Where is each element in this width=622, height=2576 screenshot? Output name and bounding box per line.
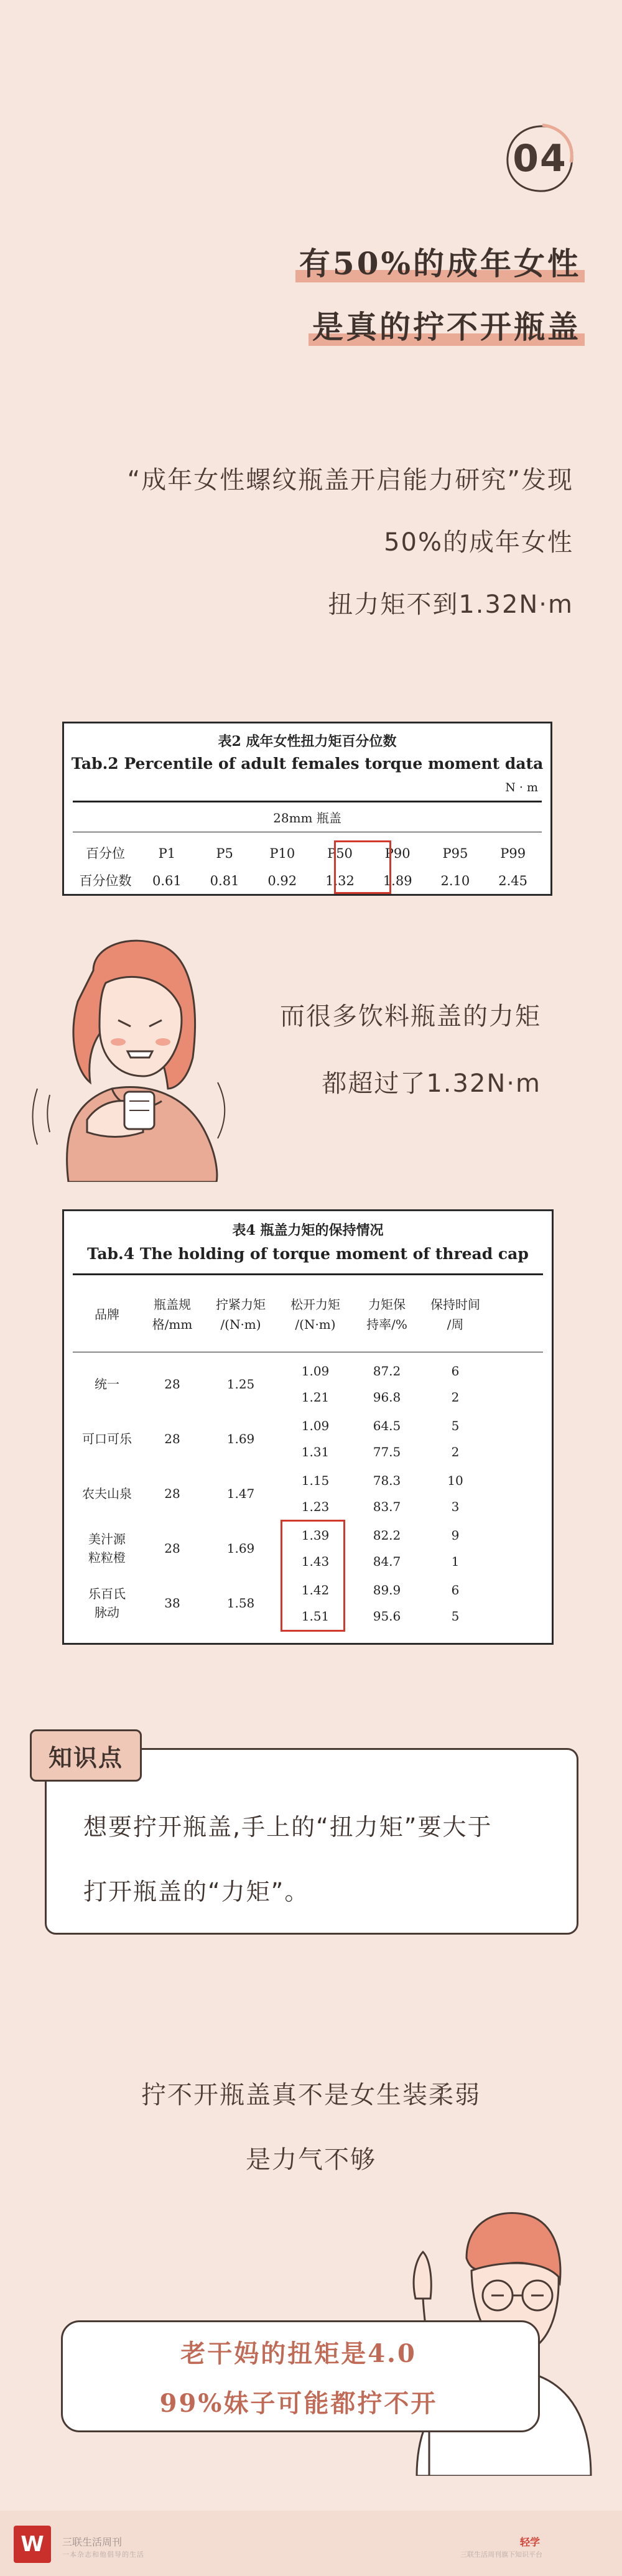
table2-header-cell: 瓶盖规 格/mm: [152, 1297, 193, 1332]
rate-cell: 87.2 96.8: [373, 1364, 401, 1405]
table-rule: [73, 1273, 543, 1275]
headline-line-2: 是真的拧不开瓶盖: [309, 302, 585, 347]
table1-caption-cn: 表2 成年女性扭力矩百分位数: [218, 733, 397, 750]
tight-torque-cell: 1.47: [226, 1486, 255, 1501]
torque-holding-table: [62, 1209, 554, 1645]
loose-torque-cell: 1.09 1.21: [301, 1364, 330, 1405]
intro-line-3: 扭力矩不到1.32N·m: [328, 590, 573, 619]
intro-line-1: “成年女性螺纹瓶盖开启能力研究”发现: [127, 466, 573, 495]
table1-header-cell: P1: [158, 846, 176, 861]
weeks-cell: 10 3: [447, 1473, 463, 1514]
section-number: 04: [513, 137, 567, 180]
table-row: [73, 1467, 543, 1520]
weeks-cell: 9 1: [451, 1528, 460, 1569]
spec-cell: 38: [164, 1596, 180, 1611]
knowledge-line-1: 想要拧开瓶盖,手上的“扭力矩”要大于: [83, 1813, 493, 1841]
tight-torque-cell: 1.69: [226, 1541, 255, 1556]
table2-caption-cn: 表4 瓶盖力矩的保持情况: [232, 1222, 384, 1239]
weeks-cell: 5 2: [451, 1418, 460, 1459]
brand-cell: 可口可乐: [82, 1431, 132, 1446]
table1-header-cell: P95: [442, 846, 468, 861]
brand-cell: 农夫山泉: [82, 1486, 132, 1501]
loose-torque-highlight-box: [281, 1520, 345, 1632]
tight-torque-cell: 1.25: [226, 1377, 255, 1392]
table2-header-cell: 品牌: [95, 1307, 119, 1322]
rate-cell: 89.9 95.6: [373, 1583, 401, 1624]
table1-cell: 0.61: [152, 873, 182, 888]
weeks-cell: 6 2: [451, 1364, 460, 1405]
table2-caption-en: Tab.4 The holding of torque moment of thread cap: [87, 1245, 529, 1263]
table1-unit: N · m: [505, 781, 538, 794]
rate-cell: 64.5 77.5: [373, 1418, 401, 1459]
brand-cell: 美汁源 粒粒橙: [88, 1532, 126, 1565]
footer-brand: 三联生活周刊: [62, 2536, 123, 2548]
table1-group-label: 28mm 瓶盖: [273, 811, 341, 825]
knowledge-line-2: 打开瓶盖的“力矩”。: [83, 1878, 310, 1905]
brand-cell: 乐百氏 脉动: [88, 1586, 126, 1620]
table1-header-cell: P90: [384, 846, 411, 861]
spec-cell: 28: [164, 1486, 180, 1501]
spec-cell: 28: [164, 1431, 180, 1446]
rate-cell: 82.2 84.7: [373, 1528, 401, 1569]
knowledge-tag: 知识点: [30, 1729, 142, 1782]
tight-torque-cell: 1.58: [226, 1596, 255, 1611]
spec-cell: 28: [164, 1377, 180, 1392]
table1-caption-en: Tab.2 Percentile of adult females torque moment data: [71, 755, 544, 773]
table1-header-cell: P10: [269, 846, 295, 861]
table1-header-cell: P99: [500, 846, 526, 861]
table1-grid: [73, 840, 542, 895]
table1-cell: 百分位数: [79, 873, 132, 888]
loose-torque-cell: 1.39 1.43: [301, 1528, 330, 1569]
table-rule: [73, 801, 542, 802]
weeks-cell: 6 5: [451, 1583, 460, 1624]
closing-line-1: 拧不开瓶盖真不是女生装柔弱: [141, 2081, 481, 2109]
bubble-line-2: 99%妹子可能都拧不开: [159, 2389, 438, 2418]
middle-line-2: 都超过了1.32N·m: [322, 1069, 541, 1098]
middle-line-1: 而很多饮料瓶盖的力矩: [280, 1002, 541, 1031]
loose-torque-cell: 1.09 1.31: [301, 1418, 330, 1459]
footer-right-sub: 三联生活周刊旗下知识平台: [460, 2550, 542, 2559]
intro-line-2: 50%的成年女性: [384, 528, 573, 557]
table2-header-cell: 松开力矩 /(N·m): [290, 1297, 340, 1332]
loose-torque-cell: 1.42 1.51: [301, 1583, 330, 1624]
table1-cell: 1.89: [383, 873, 412, 888]
rate-cell: 78.3 83.7: [373, 1473, 401, 1514]
table2-header-cell: 保持时间 /周: [430, 1297, 480, 1332]
table1-cell: 0.81: [210, 873, 239, 888]
closing-line-2: 是力气不够: [246, 2146, 376, 2174]
table1-header-cell: P5: [216, 846, 233, 861]
table-row: [73, 1413, 543, 1465]
table2-header-cell: 力矩保 持率/%: [366, 1297, 407, 1332]
bubble-line-1: 老干妈的扭矩是4.0: [180, 2339, 417, 2368]
tight-torque-cell: 1.69: [226, 1431, 255, 1446]
p50-highlight-box: [334, 840, 391, 894]
table2-header-cell: 拧紧力矩 /(N·m): [216, 1297, 266, 1332]
table1-header-cell: P50: [327, 846, 353, 861]
spec-cell: 28: [164, 1541, 180, 1556]
table2-header: [73, 1277, 543, 1352]
table1-header-cell: 百分位: [86, 846, 125, 861]
brand-logo: W: [14, 2526, 51, 2563]
loose-torque-cell: 1.15 1.23: [301, 1473, 330, 1514]
table1-cell: 2.45: [498, 873, 528, 888]
table1-cell: 0.92: [267, 873, 297, 888]
table-row: [73, 1358, 543, 1410]
brand-cell: 统一: [95, 1377, 119, 1392]
struggling-woman-illustration: [19, 933, 243, 1182]
footer-right-brand: 轻学: [520, 2536, 541, 2548]
headline-line-1: 有50%的成年女性: [295, 239, 585, 284]
footer-brand-sub: 一本杂志和他倡导的生活: [62, 2550, 144, 2559]
table1-cell: 2.10: [440, 873, 470, 888]
table1-cell: 1.32: [325, 873, 355, 888]
percentile-table: [62, 722, 552, 896]
